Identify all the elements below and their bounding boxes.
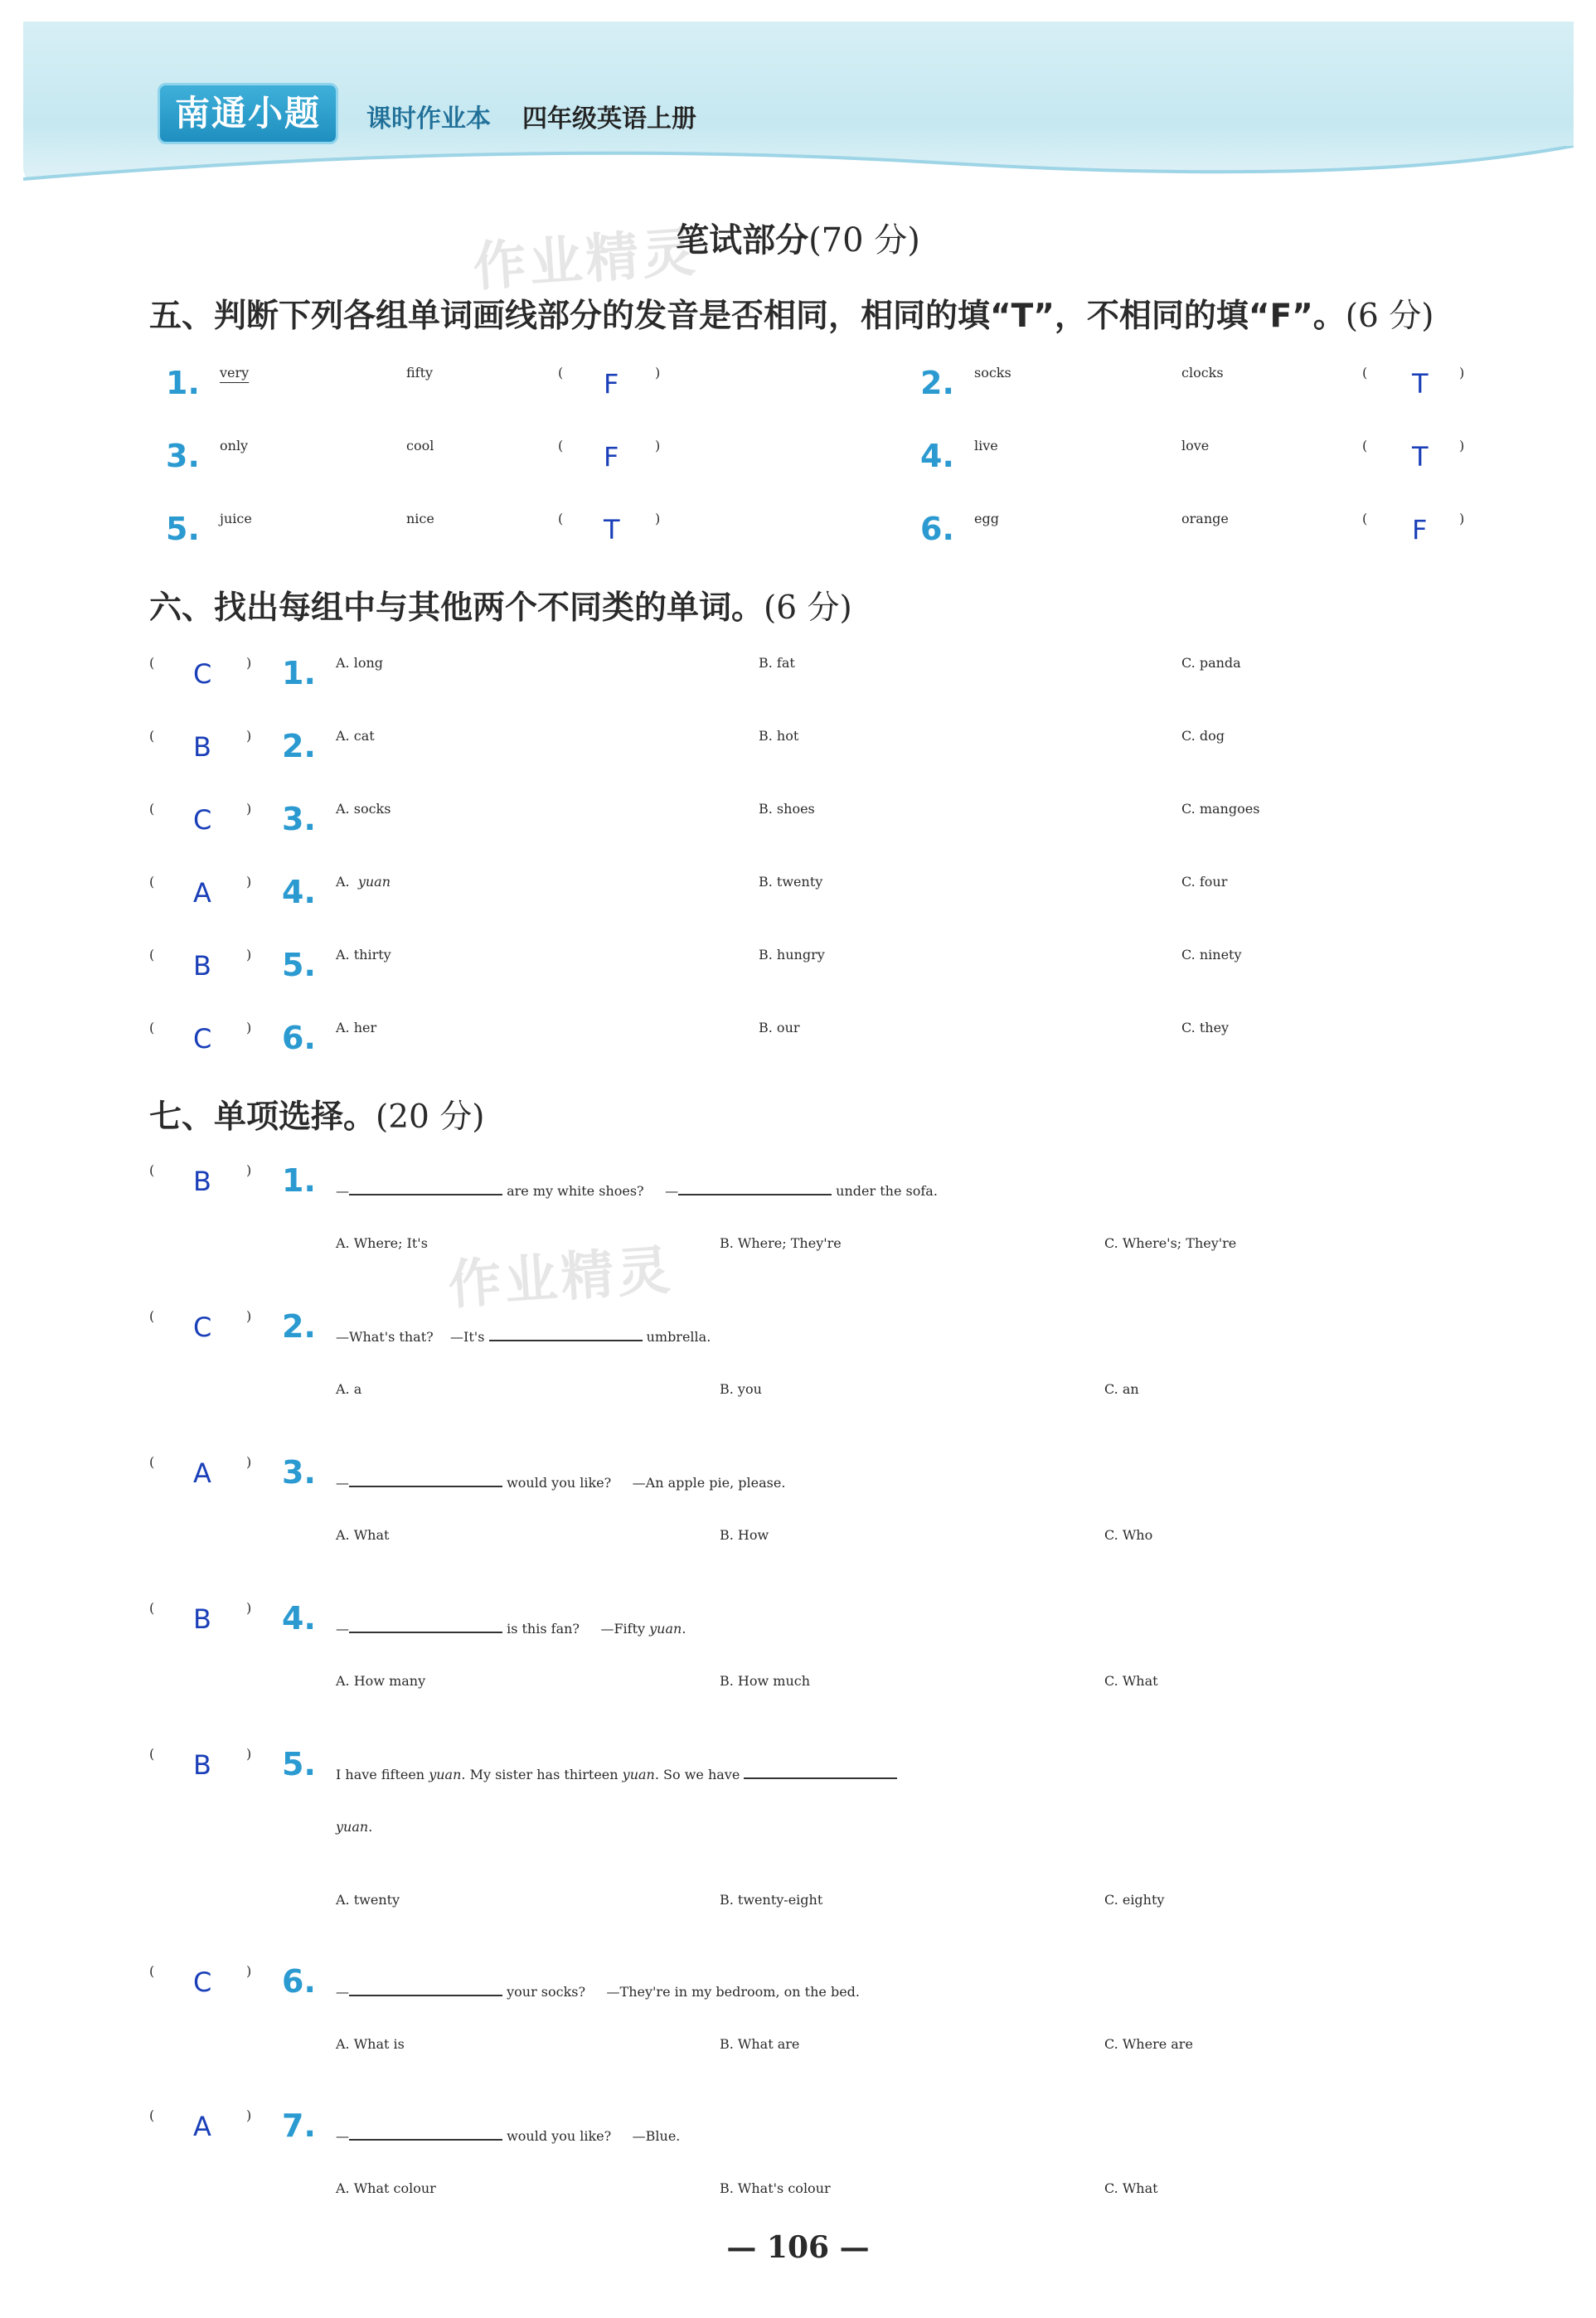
answer-paren: ) — [1459, 365, 1465, 381]
question-part: . — [368, 1819, 373, 1835]
answer-paren: ( — [1362, 511, 1368, 526]
question-part: yuan — [336, 1819, 369, 1835]
answer: T — [604, 514, 620, 546]
question-part: —It's — [450, 1329, 485, 1345]
option-a: A. What — [336, 1527, 390, 1543]
item-number: 2. — [282, 1308, 316, 1345]
part-score: (70 分) — [808, 221, 920, 259]
answer-paren: ) — [246, 1600, 252, 1616]
item-number: 4. — [282, 1600, 316, 1637]
answer: A — [193, 1457, 211, 1489]
dash: — — [336, 1621, 349, 1637]
answer-paren: ) — [246, 728, 252, 744]
item-number: 5. — [166, 511, 200, 547]
answer-blank — [744, 1746, 897, 1779]
question-text — [336, 1454, 785, 1491]
question-part: —Fifty — [600, 1621, 646, 1637]
answer-paren: ( — [149, 728, 155, 744]
item-number: 5. — [282, 1746, 316, 1782]
option-a: A. her — [336, 1020, 377, 1035]
option-b: B. twenty-eight — [720, 1892, 823, 1908]
answer-paren: ( — [149, 1454, 155, 1470]
answer: C — [193, 658, 212, 690]
question-part: yuan — [649, 1621, 682, 1637]
item-number: 2. — [282, 728, 316, 764]
book-title: 四年级英语上册 — [522, 104, 696, 133]
answer: C — [193, 804, 212, 836]
answer: B — [193, 1603, 211, 1635]
option-b: B. What are — [720, 2036, 800, 2052]
item-number: 1. — [282, 655, 316, 691]
dash: — — [336, 1475, 349, 1491]
option-c: C. an — [1104, 1381, 1139, 1397]
watermark: 作业精灵 — [471, 221, 701, 299]
option-c: C. dog — [1181, 728, 1225, 744]
answer: C — [193, 1312, 212, 1343]
section-7-points: (20 分) — [376, 1098, 485, 1136]
question-part: —They're in my bedroom, on the bed. — [606, 1984, 860, 2000]
option-b: B. our — [759, 1020, 800, 1035]
question-part: . My sister has thirteen — [461, 1767, 619, 1782]
answer: F — [604, 368, 619, 400]
option-a: A. socks — [336, 801, 391, 817]
option-b: B. shoes — [759, 801, 815, 817]
question-part: —An apple pie, please. — [632, 1475, 786, 1491]
option-c: C. mangoes — [1181, 801, 1260, 817]
answer-paren: ) — [246, 1454, 252, 1470]
option-c: C. Who — [1104, 1527, 1153, 1543]
item-number: 2. — [920, 365, 954, 401]
item-number: 6. — [282, 1020, 316, 1056]
answer: F — [1412, 514, 1428, 546]
question-part: are my white shoes? — [502, 1183, 644, 1199]
option-b: B. How much — [720, 1673, 811, 1689]
answer-paren: ( — [149, 1162, 155, 1178]
option-b: B. hungry — [759, 947, 825, 963]
option-a: A. Where; It's — [336, 1235, 428, 1251]
option-c: C. eighty — [1104, 1892, 1165, 1908]
question-part: —Blue. — [632, 2128, 681, 2144]
answer-blank — [489, 1308, 643, 1341]
option-c: C. ninety — [1181, 947, 1242, 963]
section-7-title — [149, 1091, 484, 1137]
answer: B — [193, 1166, 211, 1197]
word-1: egg — [974, 511, 999, 526]
section-6-title — [149, 582, 852, 628]
answer-paren: ( — [149, 801, 155, 817]
answer-paren: ( — [1362, 438, 1368, 453]
option-b: B. twenty — [759, 874, 823, 890]
question-continuation — [336, 1819, 372, 1835]
option-b: B. hot — [759, 728, 799, 744]
answer: F — [604, 441, 619, 473]
option-word: yuan — [357, 874, 391, 890]
answer-paren: ) — [246, 1746, 252, 1762]
section-5-points: (6 分) — [1345, 298, 1434, 335]
answer-blank — [349, 2107, 502, 2141]
section-5-heading: 五、判断下列各组单词画线部分的发音是否相同，相同的填“T”，不相同的填“F”。 — [149, 298, 1346, 335]
item-number: 1. — [282, 1162, 316, 1199]
option-b: B. you — [720, 1381, 762, 1397]
option-c: C. four — [1181, 874, 1228, 890]
answer: T — [1412, 441, 1429, 473]
option-a: A. What colour — [336, 2180, 436, 2196]
item-number: 5. — [282, 947, 316, 983]
answer-paren: ( — [1362, 365, 1368, 381]
answer-paren: ( — [149, 1963, 155, 1979]
word-1: live — [974, 438, 998, 453]
answer-paren: ( — [149, 2107, 155, 2123]
answer-blank — [349, 1600, 502, 1633]
answer-paren: ) — [246, 1963, 252, 1979]
question-text — [336, 1600, 686, 1637]
series-subtitle: 课时作业本 — [366, 104, 491, 133]
option-a — [336, 874, 391, 890]
answer-paren: ) — [246, 874, 252, 890]
question-part: . So we have — [654, 1767, 740, 1782]
answer-paren: ( — [558, 438, 564, 453]
option-a: A. What is — [336, 2036, 405, 2052]
answer: B — [193, 950, 211, 982]
word-2: nice — [406, 511, 434, 526]
question-part: yuan — [622, 1767, 655, 1782]
answer-paren: ) — [1459, 511, 1465, 526]
option-a: A. How many — [336, 1673, 426, 1689]
item-number: 6. — [282, 1963, 316, 2000]
series-logo: 南通小题 — [158, 83, 338, 144]
section-6-points: (6 分) — [764, 589, 852, 627]
answer-paren: ( — [149, 947, 155, 963]
answer: A — [193, 2111, 211, 2142]
item-number: 3. — [166, 438, 200, 474]
answer-blank — [349, 1963, 502, 1996]
answer: A — [193, 877, 211, 909]
part-title — [0, 214, 1596, 261]
answer: T — [1412, 368, 1429, 400]
option-c: C. they — [1181, 1020, 1230, 1035]
answer-paren: ) — [246, 1308, 252, 1324]
question-text — [336, 2107, 680, 2144]
word-1 — [220, 365, 249, 381]
dash: — — [336, 1984, 349, 2000]
question-part: your socks? — [502, 1984, 586, 2000]
answer-paren: ) — [246, 1162, 252, 1178]
answer: B — [193, 731, 211, 763]
question-text — [336, 1308, 711, 1345]
answer-paren: ( — [149, 1308, 155, 1324]
answer-paren: ) — [655, 511, 661, 526]
answer-paren: ( — [149, 874, 155, 890]
answer: C — [193, 1966, 212, 1998]
item-number: 4. — [282, 874, 316, 910]
question-part: umbrella. — [642, 1329, 711, 1345]
section-7-heading: 七、单项选择。 — [149, 1098, 376, 1136]
answer-blank — [349, 1162, 502, 1195]
item-number: 3. — [282, 801, 316, 837]
question-text — [336, 1162, 938, 1199]
option-a: A. twenty — [336, 1892, 400, 1908]
answer-paren: ) — [246, 2107, 252, 2123]
item-number: 7. — [282, 2107, 316, 2144]
question-part: —What's that? — [336, 1329, 434, 1345]
answer-paren: ) — [1459, 438, 1465, 453]
answer-paren: ( — [558, 511, 564, 526]
answer-paren: ) — [655, 365, 661, 381]
banner-wave — [23, 146, 1574, 196]
question-part: is this fan? — [502, 1621, 580, 1637]
option-b: B. Where; They're — [720, 1235, 842, 1251]
question-part: under the sofa. — [832, 1183, 938, 1199]
question-text — [336, 1746, 897, 1782]
answer-paren: ( — [149, 1746, 155, 1762]
option-b: B. What's colour — [720, 2180, 831, 2196]
option-b: B. How — [720, 1527, 769, 1543]
question-text — [336, 1963, 860, 2000]
word-2: love — [1181, 438, 1210, 453]
question-part: would you like? — [502, 1475, 612, 1491]
answer-paren: ) — [246, 1020, 252, 1035]
item-number: 4. — [920, 438, 954, 474]
option-c: C. panda — [1181, 655, 1241, 671]
answer-paren: ( — [149, 655, 155, 671]
section-6-heading: 六、找出每组中与其他两个不同类的单词。 — [149, 589, 764, 627]
item-number: 6. — [920, 511, 954, 547]
answer-paren: ( — [558, 365, 564, 381]
option-c: C. What — [1104, 2180, 1158, 2196]
dash: — — [665, 1183, 679, 1199]
item-number: 3. — [282, 1454, 316, 1491]
option-c: C. Where's; They're — [1104, 1235, 1237, 1251]
option-c: C. Where are — [1104, 2036, 1193, 2052]
question-part: would you like? — [502, 2128, 612, 2144]
question-part: . — [682, 1621, 686, 1637]
dash: — — [336, 2128, 349, 2144]
option-b: B. fat — [759, 655, 795, 671]
dash: — — [336, 1183, 349, 1199]
answer-blank — [349, 1454, 502, 1487]
word-2: clocks — [1181, 365, 1224, 381]
answer: B — [193, 1749, 211, 1781]
word-2: cool — [406, 438, 434, 453]
word-1: socks — [974, 365, 1011, 381]
word-1: juice — [220, 511, 252, 526]
option-a: A. long — [336, 655, 384, 671]
answer-paren: ) — [246, 947, 252, 963]
section-5-title — [149, 290, 1433, 337]
watermark: 作业精灵 — [446, 1239, 676, 1317]
answer-paren: ) — [655, 438, 661, 453]
question-part: I have fifteen — [336, 1767, 425, 1782]
option-c: C. What — [1104, 1673, 1158, 1689]
option-a: A. a — [336, 1381, 362, 1397]
answer-paren: ) — [246, 655, 252, 671]
answer-paren: ) — [246, 801, 252, 817]
answer-blank — [678, 1162, 832, 1195]
question-part: yuan — [429, 1767, 462, 1782]
answer-paren: ( — [149, 1600, 155, 1616]
option-letter: A. — [336, 874, 350, 890]
word-1: only — [220, 438, 249, 453]
word-text: very — [220, 365, 250, 381]
word-2: orange — [1181, 511, 1229, 526]
answer-paren: ( — [149, 1020, 155, 1035]
item-number: 1. — [166, 365, 200, 401]
page-number: — 106 — — [726, 2230, 870, 2265]
option-a: A. thirty — [336, 947, 391, 963]
option-a: A. cat — [336, 728, 375, 744]
answer: C — [193, 1023, 212, 1055]
word-2: fifty — [406, 365, 434, 381]
part-title-text: 笔试部分 — [676, 221, 809, 259]
